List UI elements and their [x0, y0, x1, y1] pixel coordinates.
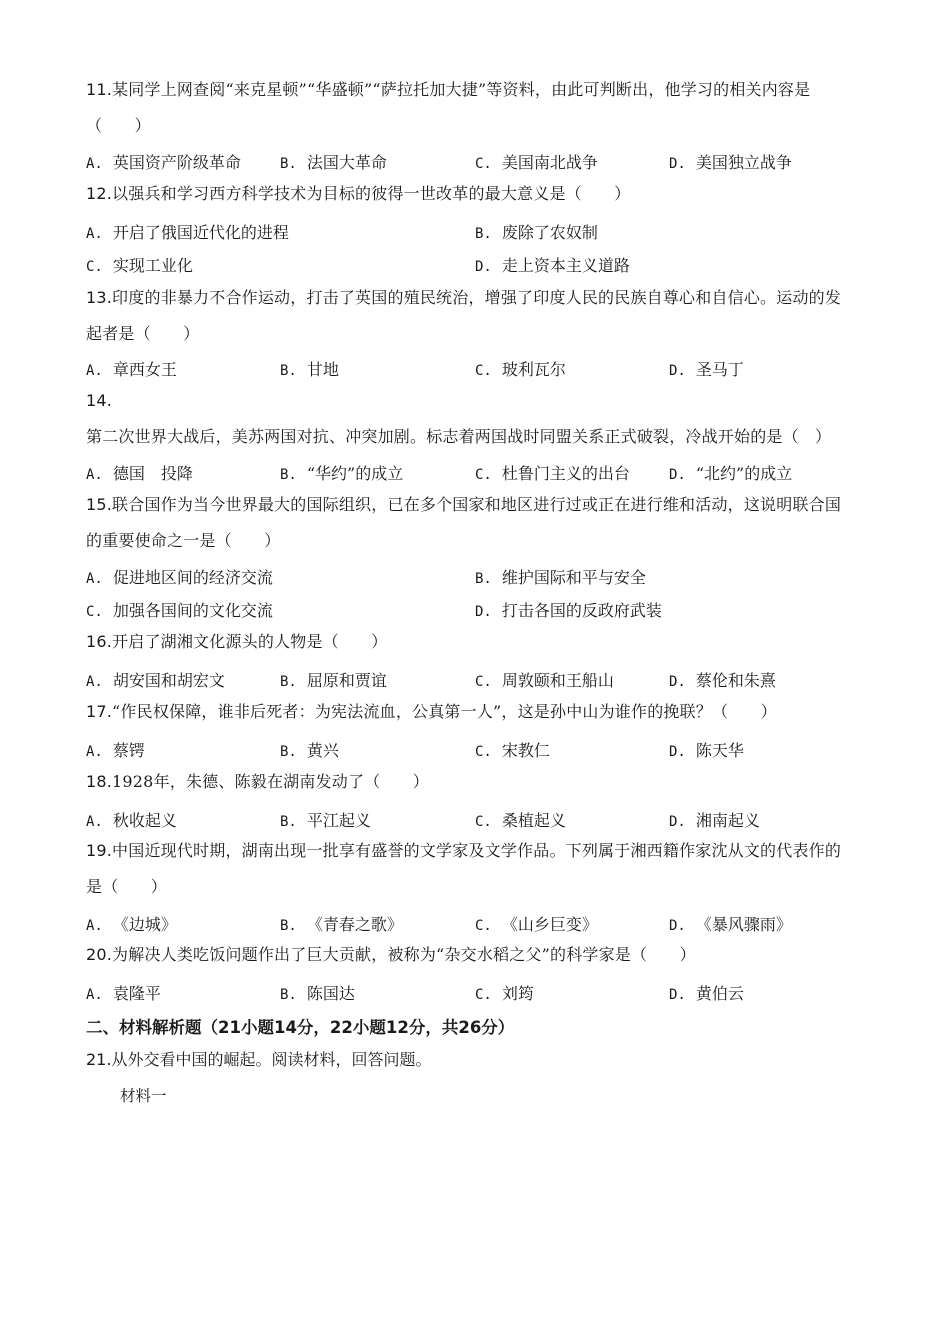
question-18-options [86, 808, 866, 830]
option-a: A. 蔡锷 [86, 741, 145, 760]
option-b: B. 法国大革命 [280, 153, 387, 172]
question-12-options-row1 [86, 220, 866, 242]
option-c: C. 杜鲁门主义的出台 [475, 464, 630, 483]
option-c: C. 《山乡巨变》 [475, 915, 598, 934]
question-17-options [86, 738, 866, 760]
option-b: B. 废除了农奴制 [475, 223, 598, 242]
question-12-options-row2 [86, 253, 866, 275]
option-c: C. 刘筠 [475, 984, 534, 1003]
option-d: D. 美国独立战争 [669, 153, 792, 172]
option-c: C. 美国南北战争 [475, 153, 598, 172]
option-a: A. 德国 投降 [86, 464, 193, 483]
option-a: A. 秋收起义 [86, 811, 177, 830]
question-21-stem: 21.从外交看中国的崛起。阅读材料，回答问题。 [86, 1050, 432, 1069]
option-a: A. 英国资产阶级革命 [86, 153, 241, 172]
question-15-options-row2 [86, 598, 866, 620]
question-11-stem: 11.某同学上网查阅“来克星顿”“华盛顿”“萨拉托加大捷”等资料，由此可判断出，他学习的相关内容是（ ） [86, 80, 811, 135]
question-15-options-row1 [86, 565, 866, 587]
question-17-stem: 17.“作民权保障，谁非后死者：为宪法流血，公真第一人”，这是孙中山为谁作的挽联？（ ） [86, 702, 777, 721]
option-d: D. 《暴风骤雨》 [669, 915, 792, 934]
option-b: B. 甘地 [280, 360, 339, 379]
option-d: D. 打击各国的反政府武装 [475, 601, 662, 620]
option-c: C. 宋教仁 [475, 741, 550, 760]
option-d: D. 陈天华 [669, 741, 744, 760]
option-b: B. 屈原和贾谊 [280, 671, 387, 690]
option-a: A. 开启了俄国近代化的进程 [86, 223, 289, 242]
option-c: C. 桑植起义 [475, 811, 566, 830]
option-b: B. 平江起义 [280, 811, 371, 830]
option-c: C. 周敦颐和王船山 [475, 671, 614, 690]
question-16-stem: 16.开启了湖湘文化源头的人物是（ ） [86, 632, 388, 651]
option-a: A. 促进地区间的经济交流 [86, 568, 273, 587]
option-d: D. 黄伯云 [669, 984, 744, 1003]
question-18-stem: 18.1928年，朱德、陈毅在湖南发动了（ ） [86, 772, 429, 791]
option-c: C. 实现工业化 [86, 256, 193, 275]
option-a: A. 《边城》 [86, 915, 177, 934]
option-a: A. 袁隆平 [86, 984, 161, 1003]
question-19-stem: 19.中国近现代时期，湖南出现一批享有盛誉的文学家及文学作品。下列属于湘西籍作家沈从文的代表作的是（ ） [86, 841, 842, 896]
option-d: D. 湘南起义 [669, 811, 760, 830]
question-19-options [86, 912, 866, 934]
option-c: C. 玻利瓦尔 [475, 360, 566, 379]
question-20-stem: 20.为解决人类吃饭问题作出了巨大贡献，被称为“杂交水稻之父”的科学家是（ ） [86, 945, 696, 964]
question-14-options [86, 461, 866, 483]
option-b: B. 黄兴 [280, 741, 339, 760]
option-b: B. 维护国际和平与安全 [475, 568, 646, 587]
option-b: B. 陈国达 [280, 984, 355, 1003]
question-20-options [86, 981, 866, 1003]
option-c: C. 加强各国间的文化交流 [86, 601, 273, 620]
question-11-options [86, 150, 866, 172]
material-label: 材料一 [120, 1087, 167, 1105]
question-13-stem: 13.印度的非暴力不合作运动，打击了英国的殖民统治，增强了印度人民的民族自尊心和自信心。运动的发起者是（ ） [86, 288, 842, 343]
option-d: D. 走上资本主义道路 [475, 256, 630, 275]
question-13-options [86, 357, 866, 379]
question-15-stem: 15.联合国作为当今世界最大的国际组织，已在多个国家和地区进行过或正在进行维和活动，这说明联合国的重要使命之一是（ ） [86, 495, 842, 550]
option-d: D. 圣马丁 [669, 360, 744, 379]
option-d: D. 蔡伦和朱熹 [669, 671, 776, 690]
option-a: A. 章西女王 [86, 360, 177, 379]
option-d: D. “北约”的成立 [669, 464, 793, 483]
section-title: 二、材料解析题（21小题14分，22小题12分，共26分） [86, 1018, 515, 1037]
option-b: B. “华约”的成立 [280, 464, 404, 483]
question-12-stem: 12.以强兵和学习西方科学技术为目标的彼得一世改革的最大意义是（ ） [86, 184, 631, 203]
question-16-options [86, 668, 866, 690]
question-14-stem: 14.第二次世界大战后，美苏两国对抗、冲突加剧。标志着两国战时同盟关系正式破裂，冷战开始的是（ ） [86, 391, 832, 446]
option-a: A. 胡安国和胡宏文 [86, 671, 225, 690]
option-b: B. 《青春之歌》 [280, 915, 403, 934]
